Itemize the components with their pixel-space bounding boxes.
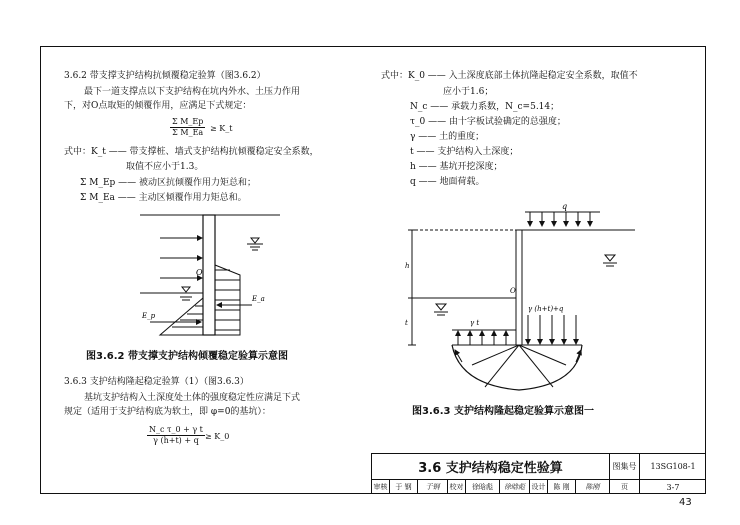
figure-3-6-2-diagram <box>140 210 290 345</box>
figure-3-6-3-label-t: t <box>405 319 408 327</box>
formula-overturning-rhs: ≥ K_t <box>210 124 233 133</box>
where-t: t —— 支护结构入土深度； <box>410 147 519 157</box>
atlas-number: 13SG108-1 <box>640 454 706 480</box>
section-3-6-2-para-line2: 下，对O点取矩的倾覆作用，应满足下式规定： <box>64 101 252 111</box>
figure-3-6-3-label-gamma-h-t-q: γ (h+t)+q <box>528 305 564 313</box>
title-block-title: 3.6 支护结构稳定性验算 <box>372 454 610 480</box>
formula-heave-numerator: N_c τ_0 + γ t <box>149 425 203 434</box>
where-line-1: 式中：K_t —— 带支撑桩、墙式支护结构抗倾覆稳定安全系数， <box>64 147 319 157</box>
figure-3-6-3-caption: 图3.6.3 支护结构隆起稳定验算示意图一 <box>412 406 594 417</box>
designer-signature: 陈刚 <box>576 480 610 494</box>
checker-label: 校对 <box>448 480 466 494</box>
section-3-6-3-title: 3.6.3 支护结构隆起稳定验算（1）（图3.6.3） <box>64 377 249 387</box>
section-3-6-2-title: 3.6.2 带支撑支护结构抗倾覆稳定验算（图3.6.2） <box>64 71 266 81</box>
figure-3-6-3-label-h: h <box>405 262 410 270</box>
formula-overturning-denominator: Σ M_Ea <box>172 128 204 137</box>
formula-heave-denominator: γ (h+t) + q <box>153 436 199 445</box>
figure-3-6-2-label-Ea: E_a <box>252 295 265 303</box>
figure-3-6-2-label-Ep: E_p <box>142 312 156 320</box>
section-3-6-3-para-line2: 规定（适用于支护结构底为软土，即 φ=0的基坑）： <box>64 407 271 417</box>
where-nc: N_c —— 承载力系数，N_c=5.14； <box>410 102 560 112</box>
section-3-6-2-para-line1: 最下一道支撑点以下支护结构在坑内外水、土压力作用 <box>84 87 301 97</box>
formula-heave <box>147 425 205 446</box>
formula-overturning-numerator: Σ M_Ep <box>172 117 204 126</box>
reviewer-label: 审核 <box>372 480 390 494</box>
checker-name: 徐晗彪 <box>466 480 500 494</box>
where-k0-line1: 式中：K_0 —— 入土深度底部土体抗隆起稳定安全系数，取值不 <box>381 71 638 81</box>
designer-label: 设计 <box>530 480 548 494</box>
where-k0-line2: 应小于1.6； <box>443 87 494 97</box>
where-gamma: γ —— 土的重度； <box>410 132 485 142</box>
section-3-6-3-para-line1: 基坑支护结构入土深度处土体的强度稳定性应满足下式 <box>84 393 301 403</box>
title-block <box>371 453 705 493</box>
page-value: 3-7 <box>666 482 680 492</box>
page-number: 43 <box>679 497 692 508</box>
where-tau0: τ_0 —— 由十字板试验确定的总强度； <box>410 117 566 127</box>
figure-3-6-3-label-gamma-t: γ t <box>470 319 480 327</box>
figure-3-6-2-caption: 图3.6.2 带支撑支护结构倾覆稳定验算示意图 <box>86 351 288 362</box>
page-label: 页 <box>610 480 640 494</box>
figure-3-6-2-label-O: O <box>196 268 203 277</box>
designer-name: 陈 刚 <box>548 480 576 494</box>
atlas-label: 图集号 <box>610 454 640 480</box>
reviewer-name: 于 钢 <box>390 480 418 494</box>
reviewer-signature: 于钢 <box>418 480 448 494</box>
where-line-2: 取值不应小于1.3。 <box>126 162 204 172</box>
figure-3-6-3-label-q: q <box>562 202 568 211</box>
where-q: q —— 地面荷载。 <box>410 177 485 187</box>
formula-overturning <box>170 117 205 138</box>
where-h: h —— 基坑开挖深度； <box>410 162 503 172</box>
formula-heave-rhs: ≥ K_0 <box>205 432 230 441</box>
figure-3-6-3-label-O: O <box>510 287 516 295</box>
where-line-3: Σ M_Ep —— 被动区抗倾覆作用力矩总和； <box>80 178 256 188</box>
checker-signature: 徐晗彪 <box>500 480 530 494</box>
where-line-4: Σ M_Ea —— 主动区倾覆作用力矩总和。 <box>80 193 247 203</box>
figure-3-6-3-diagram <box>400 200 640 400</box>
